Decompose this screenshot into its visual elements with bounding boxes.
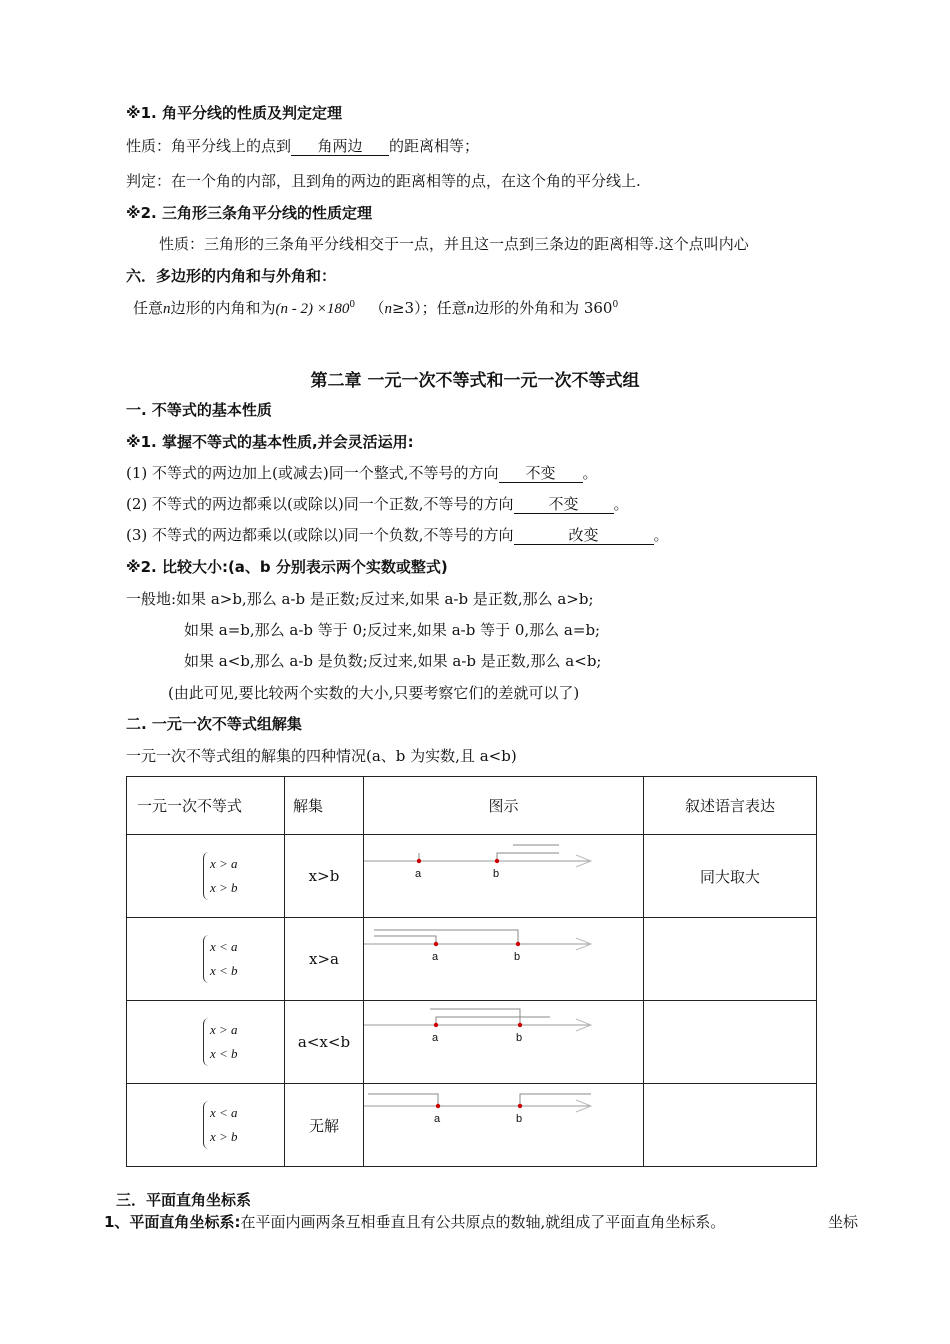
heading-inequality-properties: 一. 不等式的基本性质	[126, 401, 272, 419]
heading-solution-sets: 二. 一元一次不等式组解集	[126, 715, 302, 733]
text: （	[369, 299, 385, 317]
label-a: a	[415, 868, 422, 880]
header-solution: 解集	[285, 777, 364, 835]
label-b: b	[516, 1113, 523, 1125]
inequality-system	[127, 835, 285, 918]
table-row	[127, 918, 817, 1001]
rule-1	[126, 463, 598, 483]
term: 1、平面直角坐标系:	[104, 1213, 241, 1231]
table-header-row	[127, 777, 817, 835]
header-diagram: 图示	[364, 777, 644, 835]
subheading-compare: ※2. 比较大小:(a、b 分别表示两个实数或整式)	[126, 558, 448, 576]
text: 。	[613, 495, 629, 513]
heading-triangle-bisector: ※2. 三角形三条角平分线的性质定理	[126, 204, 372, 222]
text: (2) 不等式的两边都乘以(或除以)同一个正数,不等号的方向	[126, 495, 514, 513]
label-b: b	[514, 951, 521, 963]
condition-1: x < a	[210, 1105, 238, 1120]
point-a	[417, 859, 421, 863]
condition-1: x > a	[210, 856, 238, 871]
condition-2: x < b	[210, 1046, 238, 1061]
text: (3) 不等式的两边都乘以(或除以)同一个负数,不等号的方向	[126, 526, 514, 544]
point-a	[436, 1104, 440, 1108]
solution-cell: a<x<b	[285, 1001, 364, 1084]
point-a	[434, 1023, 438, 1027]
language-cell	[644, 1084, 817, 1167]
label-b: b	[493, 868, 500, 880]
label-b: b	[516, 1032, 523, 1044]
degree: 0	[349, 300, 356, 310]
subheading-master-properties: ※1. 掌握不等式的基本性质,并会灵活运用:	[126, 433, 414, 451]
chapter-title: 第二章 一元一次不等式和一元一次不等式组	[310, 371, 640, 391]
blank-answer: 改变	[514, 526, 654, 545]
compare-line-1: 一般地:如果 a>b,那么 a-b 是正数;反过来,如果 a-b 是正数,那么 a>b;	[126, 590, 594, 608]
rule-2	[126, 494, 629, 514]
text: 。	[582, 464, 598, 482]
heading-coordinate-system: 三．平面直角坐标系	[116, 1191, 252, 1209]
diagram-cell	[364, 918, 644, 1001]
point-b	[518, 1104, 522, 1108]
language-cell: 同大取大	[644, 835, 817, 918]
var-n: n	[163, 301, 171, 317]
language-cell	[644, 918, 817, 1001]
condition-2: x > b	[210, 1129, 238, 1144]
inequality-system	[127, 1001, 285, 1084]
text: (1) 不等式的两边加上(或减去)同一个整式,不等号的方向	[126, 464, 499, 482]
bracket	[520, 1094, 591, 1106]
diagram-cell	[364, 1084, 644, 1167]
blank-answer: 不变	[499, 464, 583, 483]
bracket	[374, 930, 518, 944]
compare-line-2: 如果 a=b,那么 a-b 等于 0;反过来,如果 a-b 等于 0,那么 a=b;	[184, 621, 601, 639]
text: 的距离相等；	[389, 137, 480, 155]
continuation-word: 坐标	[828, 1213, 859, 1231]
condition-2: x < b	[210, 963, 238, 978]
solution-cell: 无解	[285, 1084, 364, 1167]
heading-angle-bisector: ※1. 角平分线的性质及判定定理	[126, 104, 342, 122]
bracket	[497, 853, 559, 861]
polygon-angle-sum	[133, 295, 618, 319]
number-line-diagram	[364, 1001, 643, 1079]
table-row	[127, 1084, 817, 1167]
condition-1: x > a	[210, 1022, 238, 1037]
number-line-diagram	[364, 835, 643, 913]
blank-answer: 角两边	[291, 137, 389, 156]
label-a: a	[434, 1113, 441, 1125]
point-b	[518, 1023, 522, 1027]
language-cell	[644, 1001, 817, 1084]
point-b	[495, 859, 499, 863]
text: 性质：角平分线上的点到	[126, 137, 292, 155]
solution-cell: x>a	[285, 918, 364, 1001]
point-b	[516, 942, 520, 946]
number-line-diagram	[364, 918, 643, 996]
text: 在平面内画两条互相垂直且有公共原点的数轴,就组成了平面直角坐标系。	[240, 1213, 726, 1231]
incenter-property: 性质：三角形的三条角平分线相交于一点，并且这一点到三条边的距离相等.这个点叫内心	[159, 235, 749, 253]
bracket	[368, 1094, 438, 1106]
solution-cell: x>b	[285, 835, 364, 918]
bisector-judgment: 判定：在一个角的内部，且到角的两边的距离相等的点，在这个角的平分线上.	[126, 172, 641, 190]
text: ≥3）；任意	[391, 299, 467, 317]
text: 边形的内角和为	[170, 299, 276, 317]
table-row	[127, 1001, 817, 1084]
text: 边形的外角和为 360	[474, 299, 613, 317]
coordinate-definition	[104, 1212, 725, 1232]
diagram-cell	[364, 1001, 644, 1084]
degree: 0	[612, 300, 619, 310]
diagram-cell	[364, 835, 644, 918]
header-language: 叙述语言表达	[644, 777, 817, 835]
inequality-system	[127, 918, 285, 1001]
blank-answer: 不变	[514, 495, 614, 514]
condition-1: x < a	[210, 939, 238, 954]
heading-polygon-angles: 六．多边形的内角和与外角和：	[126, 267, 337, 285]
compare-line-3: 如果 a<b,那么 a-b 是负数;反过来,如果 a-b 是正数,那么 a<b;	[184, 652, 602, 670]
inequality-system	[127, 1084, 285, 1167]
table-row	[127, 835, 817, 918]
var-n: n	[466, 301, 475, 317]
number-line-diagram	[364, 1084, 643, 1162]
compare-note: (由此可见,要比较两个实数的大小,只要考察它们的差就可以了)	[168, 684, 580, 702]
bisector-property	[126, 136, 479, 156]
text: 任意	[133, 299, 164, 317]
formula: (n - 2) ×180	[275, 301, 350, 317]
label-a: a	[432, 1032, 439, 1044]
var-n: n	[384, 301, 392, 317]
solution-set-table	[126, 776, 817, 1167]
header-inequality: 一元一次不等式	[127, 777, 285, 835]
rule-3	[126, 525, 669, 545]
text: 。	[653, 526, 669, 544]
bracket	[436, 1017, 550, 1025]
label-a: a	[432, 951, 439, 963]
point-a	[434, 942, 438, 946]
solution-sets-intro: 一元一次不等式组的解集的四种情况(a、b 为实数,且 a<b)	[126, 747, 517, 765]
condition-2: x > b	[210, 880, 238, 895]
bracket	[374, 936, 436, 944]
